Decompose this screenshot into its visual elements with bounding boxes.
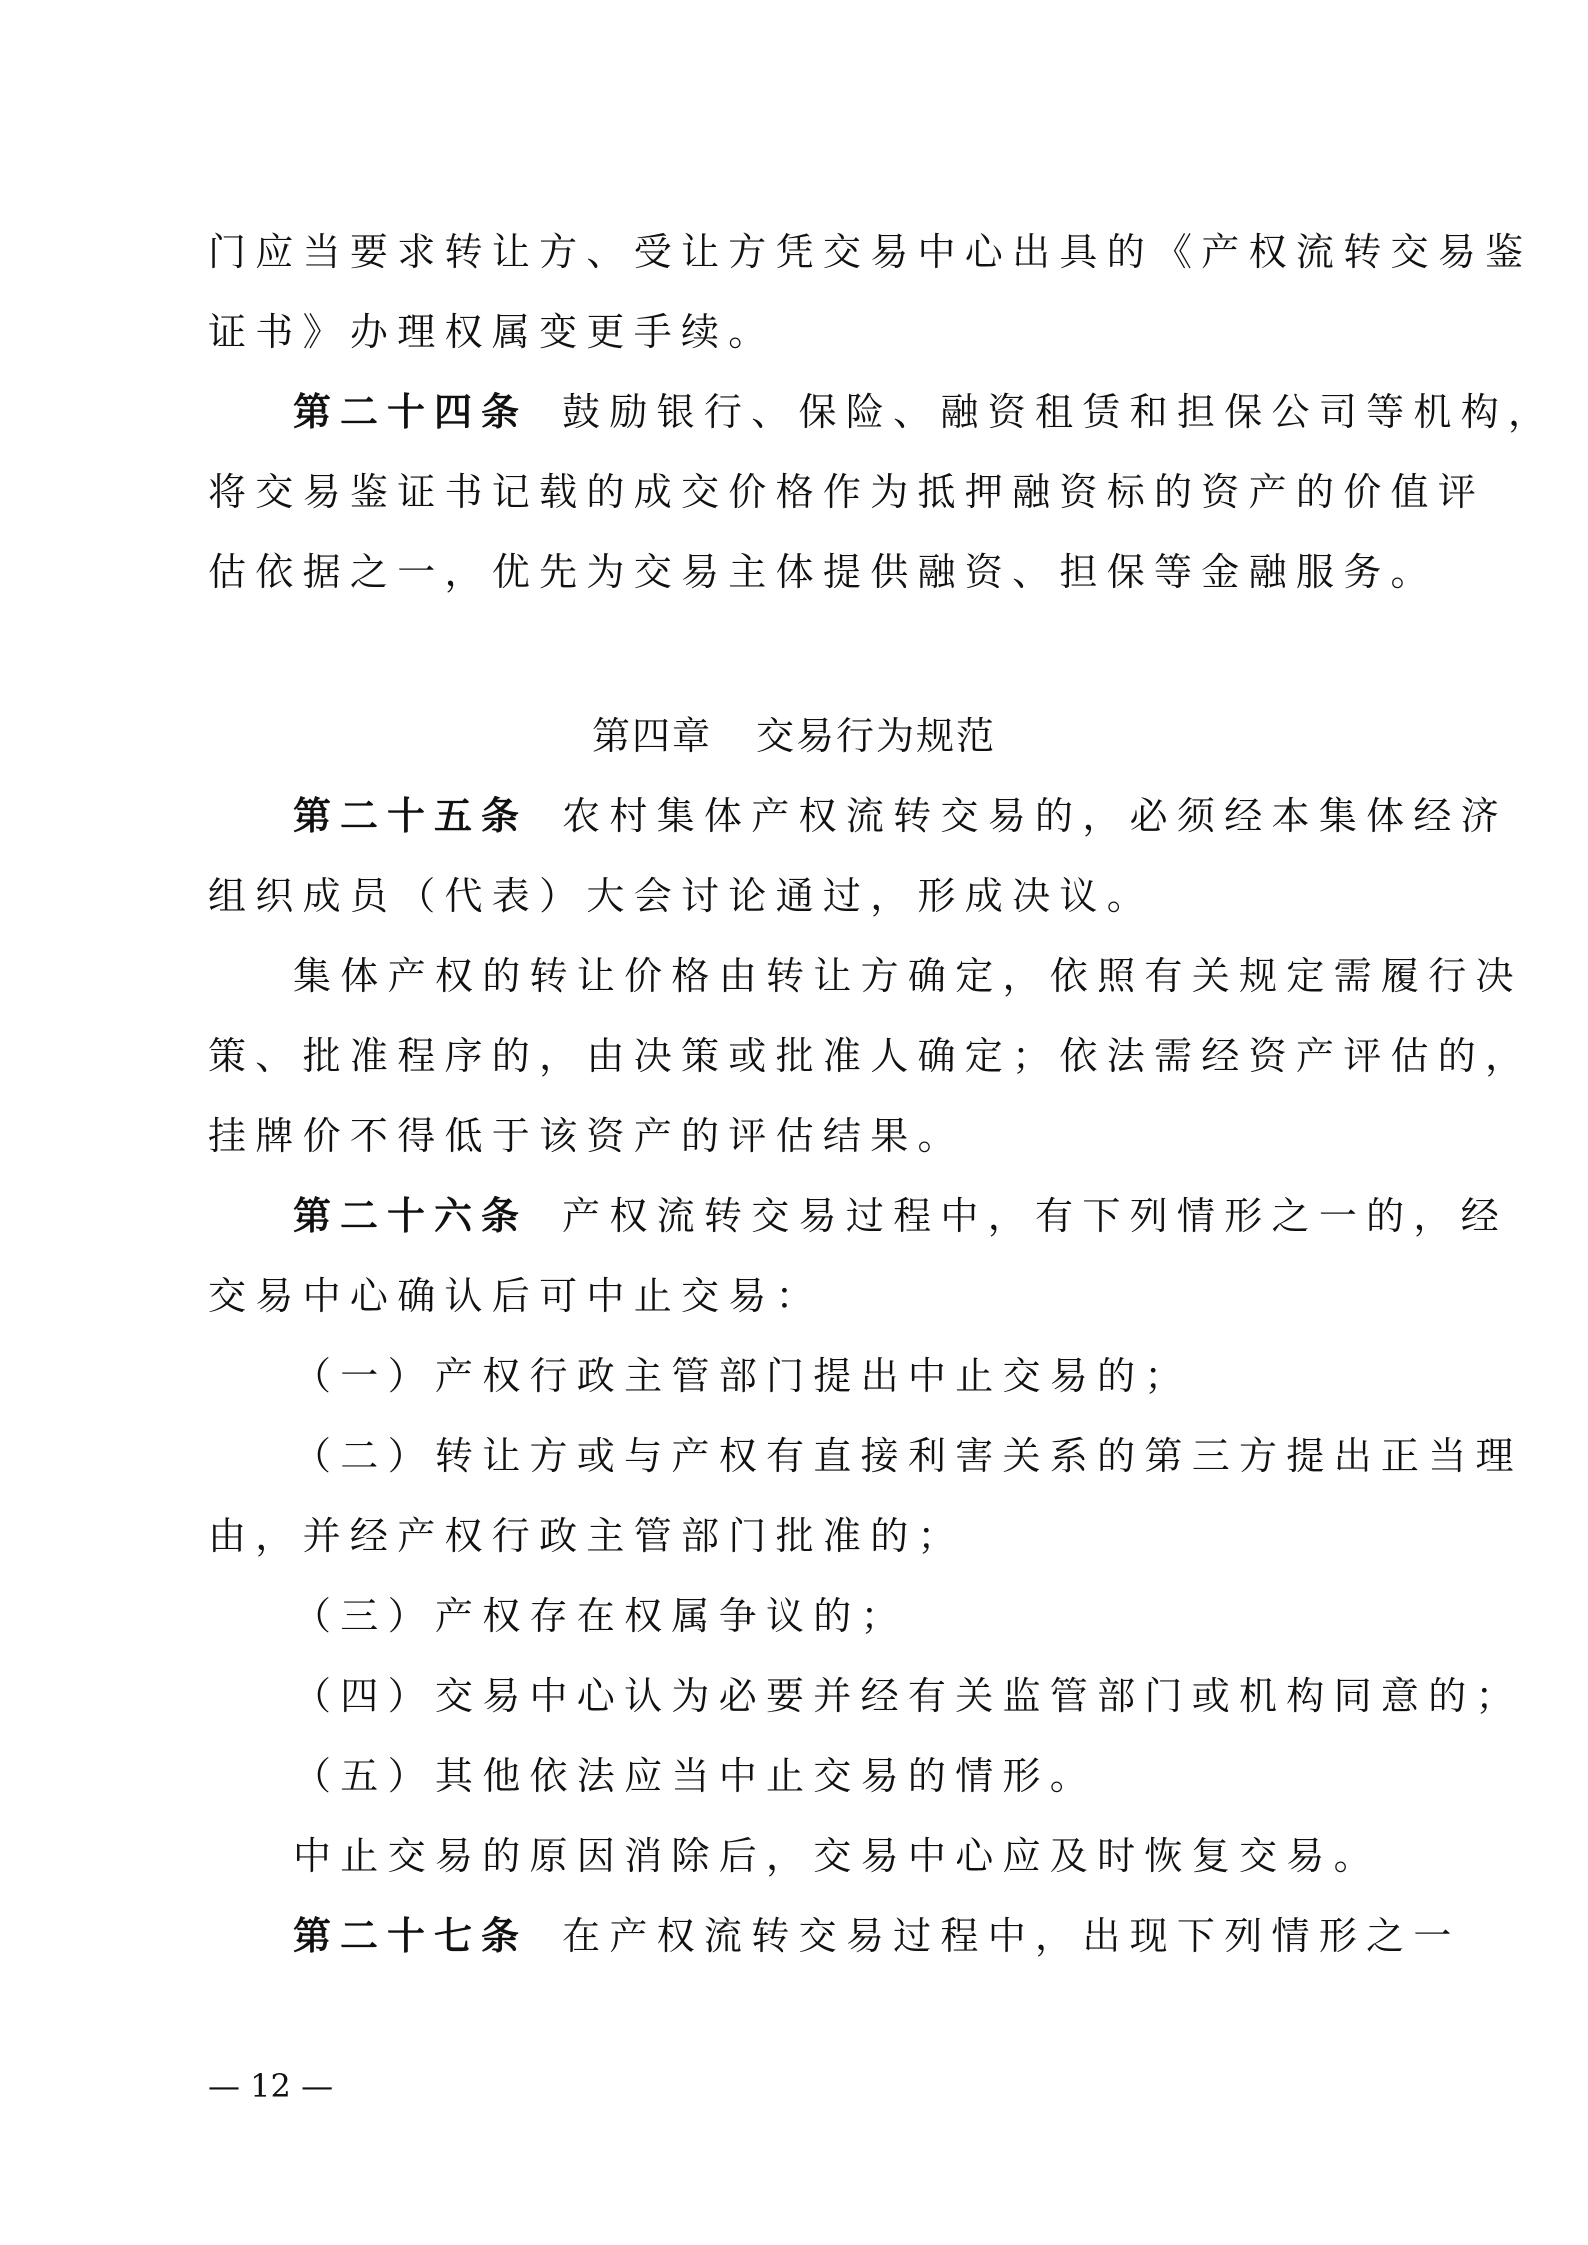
page-number: — 12 — [208, 2067, 334, 2105]
chapter-number: 第四章 [591, 714, 712, 758]
line-text: （四）交易中心认为必要并经有关监管部门或机构同意的； [293, 1674, 1523, 1718]
article-heading: 第二十七条 [293, 1914, 529, 1958]
body-line [293, 1832, 1473, 1880]
article-27 [293, 1912, 1473, 1960]
line-text: 在产权流转交易过程中，出现下列情形之一 [562, 1914, 1461, 1958]
line-text: 产权流转交易过程中，有下列情形之一的，经 [562, 1194, 1509, 1238]
body-line [208, 468, 1486, 516]
article-heading: 第二十四条 [293, 390, 529, 434]
article-25 [293, 792, 1509, 840]
line-text: 集体产权的转让价格由转让方确定，依照有关规定需履行决 [293, 954, 1523, 998]
line-text: 证书》办理权属变更手续。 [208, 310, 776, 354]
body-line [208, 1512, 1388, 1560]
line-text: 将交易鉴证书记载的成交价格作为抵押融资标的资产的价值评 [208, 470, 1486, 514]
line-text: 组织成员（代表）大会讨论通过，形成决议。 [208, 874, 1155, 918]
article-26 [293, 1192, 1509, 1240]
line-text: （二）转让方或与产权有直接利害关系的第三方提出正当理 [293, 1434, 1523, 1478]
line-text: 估依据之一，优先为交易主体提供融资、担保等金融服务。 [208, 550, 1438, 594]
line-text: （三）产权存在权属争议的； [293, 1594, 908, 1638]
list-item [293, 1752, 1473, 1800]
line-text: 农村集体产权流转交易的，必须经本集体经济 [562, 794, 1509, 838]
list-item [293, 1672, 1523, 1720]
body-line [293, 952, 1523, 1000]
line-text: 门应当要求转让方、受让方凭交易中心出具的《产权流转交易鉴 [208, 230, 1533, 274]
body-line [208, 1032, 1533, 1080]
article-heading: 第二十五条 [293, 794, 529, 838]
list-item [293, 1432, 1523, 1480]
body-line [208, 1272, 1388, 1320]
chapter-title: 交易行为规范 [756, 714, 997, 758]
body-line [208, 548, 1438, 596]
line-text: （五）其他依法应当中止交易的情形。 [293, 1754, 1098, 1798]
body-line [208, 1112, 1388, 1160]
line-text: 中止交易的原因消除后，交易中心应及时恢复交易。 [293, 1834, 1381, 1878]
body-line [208, 872, 1388, 920]
line-text: 策、批准程序的，由决策或批准人确定；依法需经资产评估的， [208, 1034, 1533, 1078]
line-text: 挂牌价不得低于该资产的评估结果。 [208, 1114, 965, 1158]
chapter-heading [0, 712, 1588, 760]
line-text: 鼓励银行、保险、融资租赁和担保公司等机构， [562, 390, 1556, 434]
article-24 [293, 388, 1556, 436]
list-item [293, 1592, 1473, 1640]
line-text: （一）产权行政主管部门提出中止交易的； [293, 1354, 1192, 1398]
body-line [208, 228, 1533, 276]
article-heading: 第二十六条 [293, 1194, 529, 1238]
list-item [293, 1352, 1473, 1400]
line-text: 由，并经产权行政主管部门批准的； [208, 1514, 965, 1558]
line-text: 交易中心确认后可中止交易： [208, 1274, 823, 1318]
body-line [208, 308, 1388, 356]
